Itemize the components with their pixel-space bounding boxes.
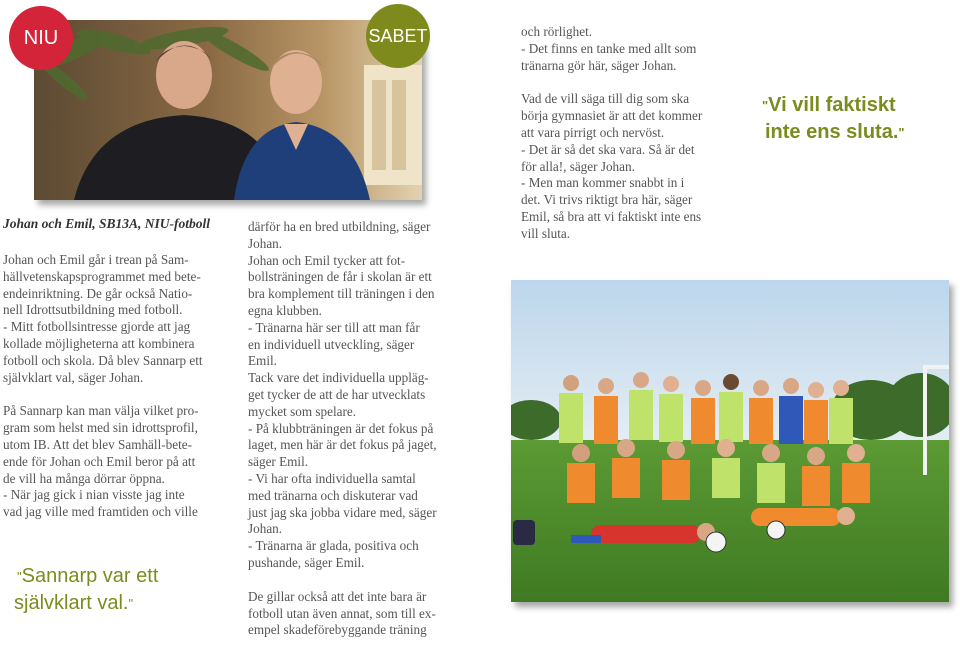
pull-quote-text: Sannarp var ett xyxy=(21,565,159,587)
quote-mark-open: " xyxy=(17,569,22,584)
text-line: fotboll och skola. Då blev Sannarp ett xyxy=(3,352,203,368)
article-column-1 xyxy=(3,252,233,521)
text-line: Emil, så bra att vi faktiskt inte ens xyxy=(521,208,702,224)
text-line: På Sannarp kan man välja vilket pro- xyxy=(3,403,199,419)
text-line: - Mitt fotbollsintresse gjorde att jag xyxy=(3,319,191,335)
text-line: att vara pirrigt och nervöst. xyxy=(521,124,665,140)
text-line: det. Vi trivs riktigt bra här, säger xyxy=(521,192,693,208)
text-line: gram som helst med sin idrottsprofil, xyxy=(3,420,198,436)
text-line: bra komplement till träningen i den xyxy=(248,286,435,302)
text-line: Vad de vill säga till dig som ska xyxy=(521,91,690,107)
text-line: - Tränarna här ser till att man får xyxy=(248,319,420,335)
text-line: kollade möjligheterna att kombinera xyxy=(3,335,195,351)
text-line: därför ha en bred utbildning, säger xyxy=(248,219,431,234)
text-line: de vill ha många dörrar öppna. xyxy=(3,470,165,486)
photo-johan-and-emil-illustration xyxy=(34,20,422,200)
text-line: De gillar också att det inte bara är xyxy=(248,588,427,604)
text-line: vill sluta. xyxy=(521,225,571,241)
quote-mark-close: " xyxy=(898,125,905,140)
paragraph xyxy=(3,252,233,386)
photo-team xyxy=(511,280,949,602)
text-line: för alla!, säger Johan. xyxy=(521,158,635,174)
text-line: Johan. xyxy=(248,521,283,537)
text-line: mycket som spelare. xyxy=(248,403,357,419)
text-line: - Det är så det ska vara. Så är det xyxy=(521,141,695,157)
text-line: - Tränarna är glada, positiva och xyxy=(248,538,419,554)
pull-quote-2 xyxy=(762,92,952,146)
text-line: empel skadeförebyggande träning xyxy=(248,622,427,638)
text-line: - Men man kommer snabbt in i xyxy=(521,175,685,191)
text-line: med tränarna och diskuterar vad xyxy=(248,487,418,503)
paragraph xyxy=(521,91,751,242)
text-line: bollsträningen de får i skolan är ett xyxy=(248,269,432,285)
niu-badge-label: NIU xyxy=(23,26,59,49)
text-line: Johan. xyxy=(248,235,283,251)
pull-quote-line xyxy=(14,563,234,590)
text-line: Johan och Emil tycker att fot- xyxy=(248,252,406,268)
photo-johan-and-emil xyxy=(34,20,422,200)
text-line: Emil. xyxy=(248,353,277,369)
text-line: Tack vare det individuella uppläg- xyxy=(248,370,429,386)
text-line: ende för Johan och Emil beror på att xyxy=(3,453,196,469)
sabet-badge-label: SABET xyxy=(368,25,428,46)
pull-quote-text: självklart val. xyxy=(14,592,129,614)
pull-quote-line xyxy=(762,92,952,119)
text-line: hällvetenskapsprogrammet med bete- xyxy=(3,268,201,284)
quote-mark-open: " xyxy=(762,98,769,113)
text-line: och rörlighet. xyxy=(521,24,593,39)
pull-quote-1 xyxy=(14,563,234,617)
paragraph xyxy=(3,403,233,521)
text-line: Johan och Emil går i trean på Sam- xyxy=(3,252,189,267)
pull-quote-line xyxy=(14,590,234,617)
text-line: endeinriktning. De går också Natio- xyxy=(3,285,193,301)
text-line: fotboll utan även annat, som till ex- xyxy=(248,605,436,621)
photo-team-illustration xyxy=(511,280,949,602)
quote-mark-close: " xyxy=(128,596,134,611)
text-line: nell Idrottsutbildning med fotboll. xyxy=(3,302,183,318)
sabet-badge xyxy=(366,4,430,68)
text-line: just jag ska jobba vidare med, säger xyxy=(248,504,437,520)
text-line: en individuell utveckling, säger xyxy=(248,336,415,352)
text-line: tränarna gör här, säger Johan. xyxy=(521,57,677,73)
text-line: - På klubbträningen är det fokus på xyxy=(248,420,434,436)
niu-badge xyxy=(9,6,73,70)
pull-quote-line xyxy=(762,119,952,146)
photo-caption: Johan och Emil, SB13A, NIU-fotboll xyxy=(3,216,211,231)
text-line: - När jag gick i nian visste jag inte xyxy=(3,487,185,503)
text-line: - Vi har ofta individuella samtal xyxy=(248,470,416,486)
text-line: laget, men här är det fokus på jaget, xyxy=(248,437,437,453)
paragraph xyxy=(248,219,488,572)
text-line: börja gymnasiet är att det kommer xyxy=(521,108,703,124)
paragraph xyxy=(248,589,488,639)
text-line: säger Emil. xyxy=(248,454,309,470)
text-line: vad jag ville med framtiden och ville xyxy=(3,504,198,520)
text-line: pushande, säger Emil. xyxy=(248,554,365,570)
text-line: utom IB. Att det blev Samhäll-bete- xyxy=(3,436,192,452)
pull-quote-text: inte ens sluta. xyxy=(765,121,899,143)
article-column-3 xyxy=(521,24,751,243)
paragraph xyxy=(521,24,751,74)
text-line: get tycker de att de har utvecklats xyxy=(248,386,426,402)
pull-quote-text: Vi vill faktiskt xyxy=(768,94,896,116)
text-line: egna klubben. xyxy=(248,302,322,318)
article-column-2 xyxy=(248,219,488,639)
text-line: självklart val, säger Johan. xyxy=(3,369,144,385)
text-line: - Det finns en tanke med allt som xyxy=(521,40,697,56)
